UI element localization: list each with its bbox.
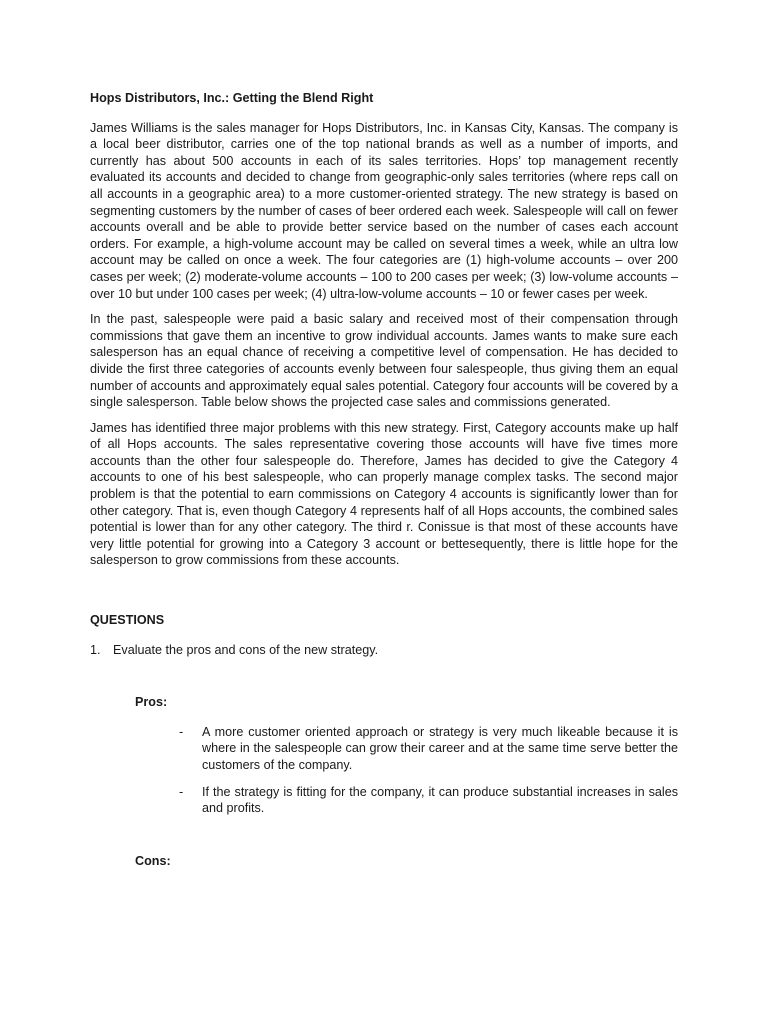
question-text: Evaluate the pros and cons of the new strategy. [113, 642, 379, 657]
bullet-marker: - [179, 724, 184, 739]
pros-list [90, 724, 678, 817]
question-number: 1. [90, 642, 101, 657]
paragraph-problems: James has identified three major problems with this new strategy. First, Category accounts make up half of all Hops accounts. The sales representative covering those accounts will have five times more accounts than the other four salespeople do. Therefore, James has decided to give the Category 4 accounts to one of his best salespeople, who can properly manage complex tasks. The second major problem is that the potential to earn commissions on Category 4 accounts is significantly lower than for other category. That is, even though Category 4 represents half of all Hops accounts, the combined sales potential is lower than for any other category. The third r. Conissue is that most of these accounts have very little potential for growing into a Category 3 account or bettesequently, there is little hope for the salesperson to grow commissions from these accounts. [90, 420, 678, 568]
question-item [90, 642, 678, 659]
paragraph-compensation: In the past, salespeople were paid a basic salary and received most of their compensation through commissions that gave them an incentive to grow individual accounts. James wants to make sure each salesperson has an equal chance of receiving a competitive level of compensation. He has decided to divide the first three categories of accounts evenly between four salespeople, thus giving them an equal number of accounts and approximately equal sales potential. Category four accounts will be covered by a single salesperson. Table below shows the projected case sales and commissions generated. [90, 312, 678, 410]
pros-heading: Pros: [135, 695, 168, 710]
paragraph-intro: James Williams is the sales manager for Hops Distributors, Inc. in Kansas City, Kansas. The company is a local beer distributor, carries one of the top national brands as well as a number of imports, and currently has about 500 accounts in each of its sales territories. Hops’ top management recently evaluated its accounts and decided to change from geographic-only sales territories (where reps call on all accounts in a geographic area) to a more customer-oriented strategy. The new strategy is based on segmenting customers by the number of cases of beer ordered each week. Salespeople will call on fewer accounts overall and be able to provide better service based on the number of cases each account orders. For example, a high-volume account may be called on several times a week, while an ultra low account may be called on once a week. The four categories are (1) high-volume accounts – over 200 cases per week; (2) moderate-volume accounts – 100 to 200 cases per week; (3) low-volume accounts – over 10 but under 100 cases per week; (4) ultra-low-volume accounts – 10 or fewer cases per week. [90, 120, 678, 301]
questions-heading: QUESTIONS [90, 613, 165, 628]
bullet-marker: - [179, 784, 184, 799]
pros-list-item [90, 784, 678, 817]
pros-item-text: If the strategy is fitting for the company, it can produce substantial increases in sales and profits. [202, 784, 678, 816]
document-title: Hops Distributors, Inc.: Getting the Blend Right [90, 91, 374, 105]
pros-list-item [90, 724, 678, 774]
pros-item-text: A more customer oriented approach or strategy is very much likeable because it is where in the salespeople can grow their career and at the same time serve better the customers of the company. [202, 724, 678, 772]
cons-heading: Cons: [135, 853, 171, 868]
document-page [90, 90, 678, 869]
